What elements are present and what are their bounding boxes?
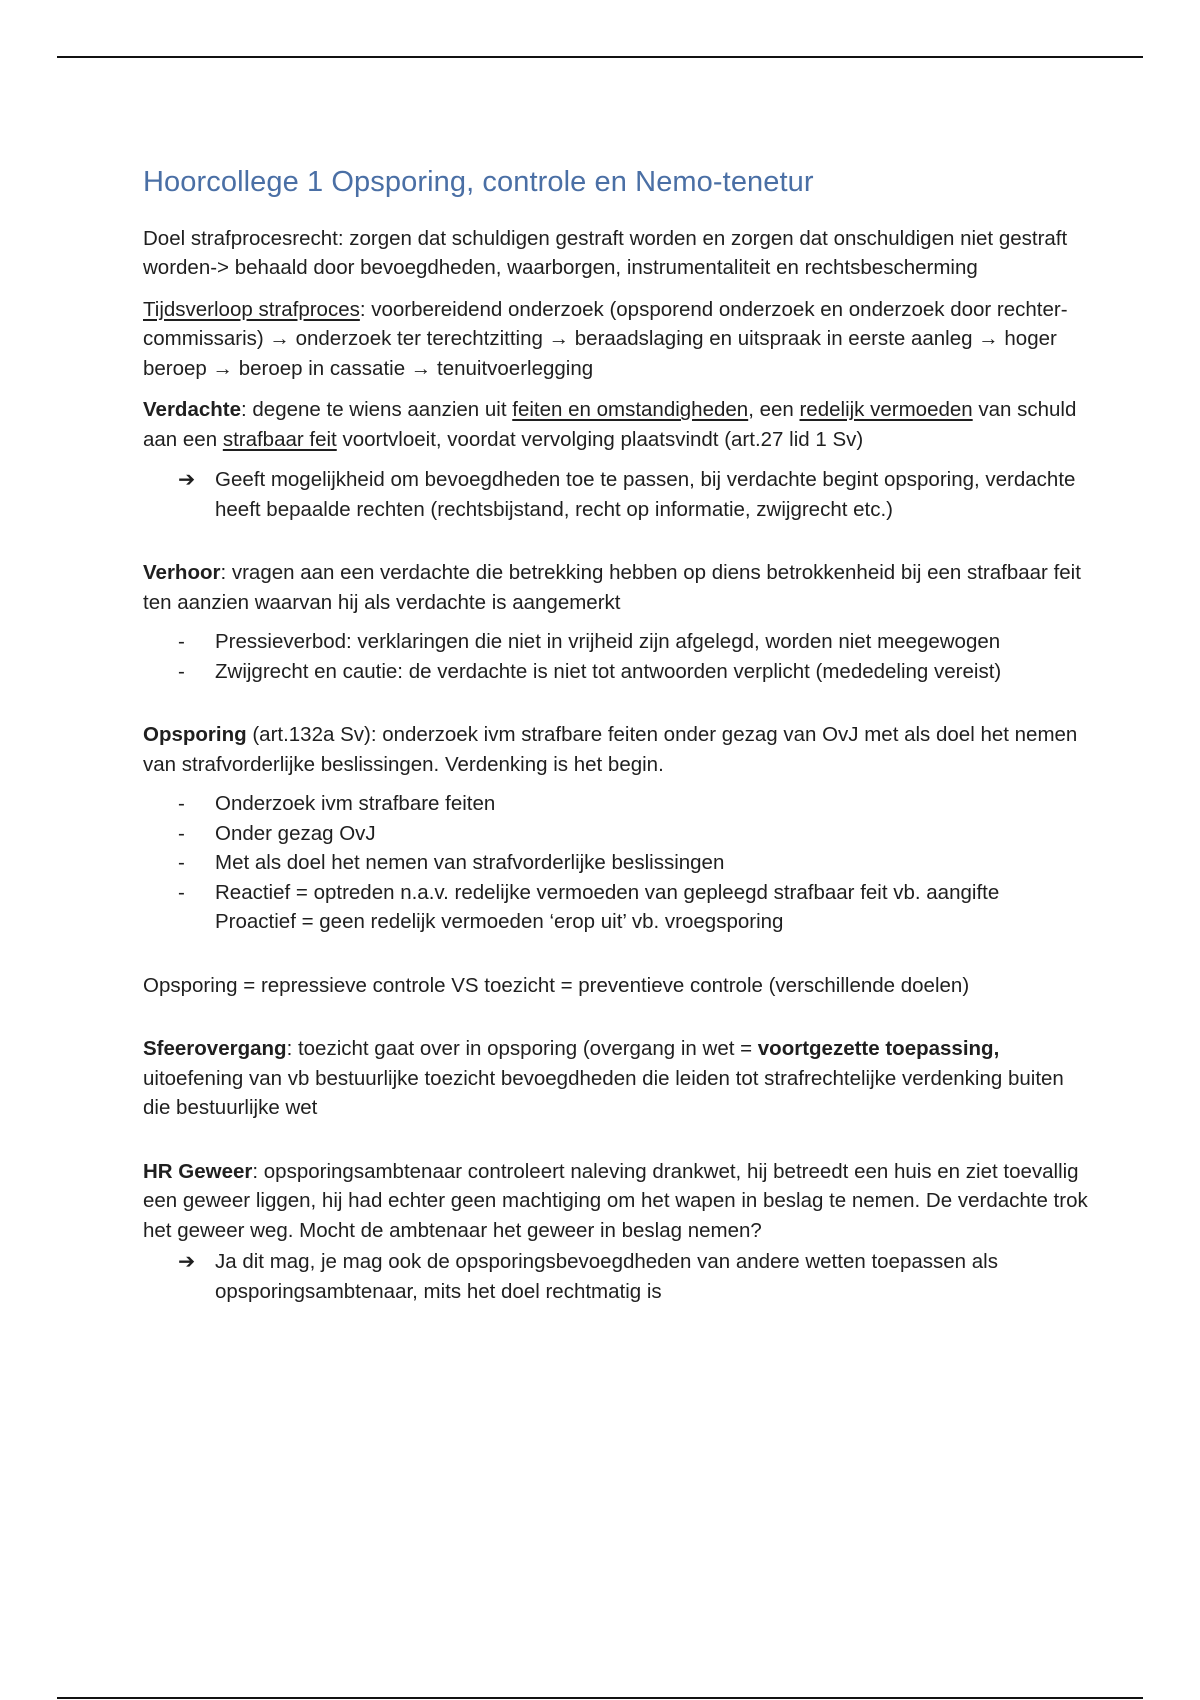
list-item: - Reactief = optreden n.a.v. redelijke vermoeden van gepleegd strafbaar feit vb. aangifte <box>178 880 1000 904</box>
paragraph-tijdsverloop: Tijdsverloop strafproces: voorbereidend onderzoek (opsporend onderzoek en onderzoek door rechter-commissaris) → onderzoek ter terechtzitting → beraadslaging en uitspraak in eerste aanleg → hoger beroep → beroep in cassatie → tenuitvoerlegging <box>143 297 1068 380</box>
arrow-icon: ➔ <box>178 1250 196 1274</box>
header-rule <box>57 56 1143 58</box>
term-hr-geweer: HR Geweer <box>143 1159 253 1183</box>
list-item: - Met als doel het nemen van strafvorderlijke beslissingen <box>178 851 725 875</box>
list-item: ➔ Geeft mogelijkheid om bevoegdheden toe te passen, bij verdachte begint opsporing, verdachte heeft bepaalde rechten (rechtsbijstand, recht op informatie, zwijgrecht etc.) <box>178 465 1093 524</box>
term-tijdsverloop: Tijdsverloop strafproces <box>143 297 360 321</box>
paragraph-controle: Opsporing = repressieve controle VS toezicht = preventieve controle (verschillende doelen) <box>143 973 970 997</box>
paragraph-verhoor: Verhoor: vragen aan een verdachte die betrekking hebben op diens betrokkenheid bij een strafbaar feit ten aanzien waarvan hij als verdachte is aangemerkt <box>143 561 1081 614</box>
term-verdachte: Verdachte <box>143 398 241 422</box>
list-item: - Onderzoek ivm strafbare feiten <box>178 792 496 816</box>
dash-list-verhoor <box>178 627 1093 686</box>
list-item: - Onder gezag OvJ <box>178 821 376 845</box>
paragraph-verdachte: Verdachte: degene te wiens aanzien uit feiten en omstandigheden, een redelijk vermoeden van schuld aan een strafbaar feit voortvloeit, voordat vervolging plaatsvindt (art.27 lid 1 Sv) <box>143 398 1077 451</box>
list-item: - Pressieverbod: verklaringen die niet in vrijheid zijn afgelegd, worden niet meegewogen <box>178 630 1001 654</box>
footer-rule <box>57 1697 1143 1699</box>
term-verhoor: Verhoor <box>143 561 221 585</box>
arrow-list-verdachte <box>178 465 1093 524</box>
term-sfeerovergang: Sfeerovergang <box>143 1037 287 1061</box>
list-item: - Zwijgrecht en cautie: de verdachte is niet tot antwoorden verplicht (mededeling vereist) <box>178 659 1002 683</box>
list-item: ➔ Ja dit mag, je mag ook de opsporingsbevoegdheden van andere wetten toepassen als opsporingsambtenaar, mits het doel rechtmatig is <box>178 1247 1093 1306</box>
page-title: Hoorcollege 1 Opsporing, controle en Nemo-tenetur <box>143 166 814 198</box>
paragraph-sfeerovergang: Sfeerovergang: toezicht gaat over in opsporing (overgang in wet = voortgezette toepassing, uitoefening van vb bestuurlijke toezicht bevoegdheden die leiden tot strafrechtelijke verdenking buiten die bestuurlijke wet <box>143 1037 1064 1120</box>
list-continuation: Proactief = geen redelijk vermoeden ‘erop uit’ vb. vroegsporing <box>215 910 784 934</box>
term-opsporing: Opsporing <box>143 723 247 747</box>
document-body <box>143 165 1093 1306</box>
paragraph-hr-geweer: HR Geweer: opsporingsambtenaar controleert naleving drankwet, hij betreedt een huis en ziet toevallig een geweer liggen, hij had echter geen machtiging om het wapen in beslag te nemen. De verdachte trok het geweer weg. Mocht de ambtenaar het geweer in beslag nemen? <box>143 1159 1088 1242</box>
dash-list-opsporing <box>178 789 1093 937</box>
paragraph-opsporing: Opsporing (art.132a Sv): onderzoek ivm strafbare feiten onder gezag van OvJ met als doel het nemen van strafvorderlijke beslissingen. Verdenking is het begin. <box>143 723 1078 776</box>
arrow-icon: ➔ <box>178 468 196 492</box>
paragraph-doel: Doel strafprocesrecht: zorgen dat schuldigen gestraft worden en zorgen dat onschuldigen niet gestraft worden-> behaald door bevoegdheden, waarborgen, instrumentaliteit en rechtsbescherming <box>143 226 1068 280</box>
arrow-list-hr-geweer <box>178 1247 1093 1306</box>
